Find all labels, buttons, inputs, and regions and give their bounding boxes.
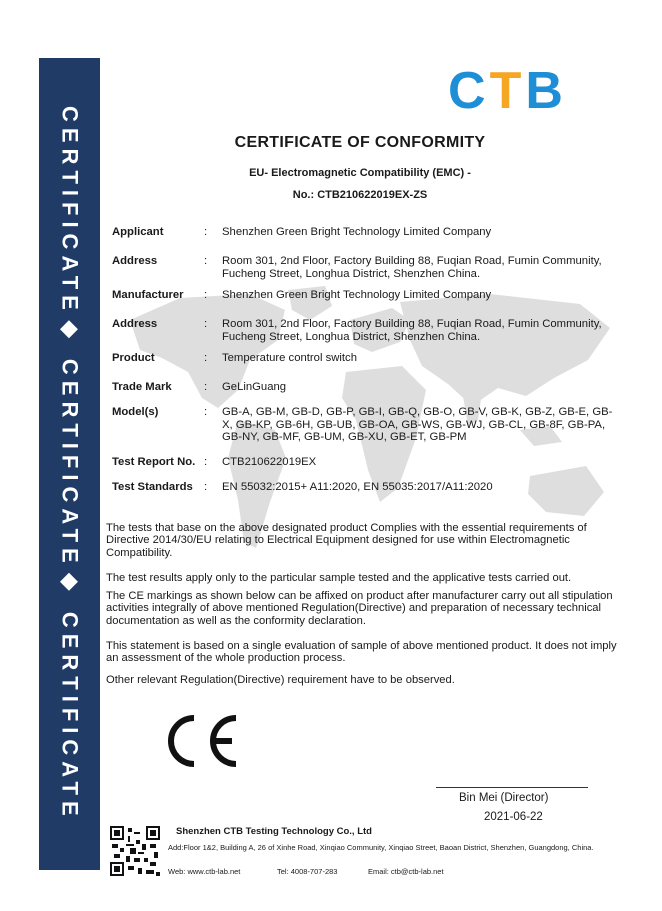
field-label: Model(s) [112, 406, 159, 418]
field-value: Shenzhen Green Bright Technology Limited Company [222, 289, 492, 301]
field-colon: : [204, 226, 208, 238]
statement-paragraph: The test results apply only to the particular sample tested and the applicative tests carried out. [106, 572, 572, 584]
footer-company: Shenzhen CTB Testing Technology Co., Ltd [176, 826, 372, 837]
field-colon: : [204, 255, 208, 267]
field-value: CTB210622019EX [222, 456, 317, 468]
field-value: Room 301, 2nd Floor, Factory Building 88, Fuqian Road, Fumin Community, Fucheng Street, Longhua District, Shenzhen China. [222, 318, 602, 343]
field-label: Trade Mark [112, 381, 172, 393]
footer-address: Add:Floor 1&2, Building A, 26 of Xinhe Road, Xinqiao Community, Xinqiao Street, Baoan District, Shenzhen, Guangdong, China. [168, 843, 594, 852]
field-label: Applicant [112, 226, 164, 238]
ctb-logo [448, 62, 618, 114]
field-colon: : [204, 352, 208, 364]
certificate-number: No.: CTB210622019EX-ZS [292, 189, 428, 201]
signature-line [436, 787, 588, 788]
signature-date: 2021-06-22 [484, 811, 543, 823]
qr-code-icon [110, 826, 160, 876]
field-colon: : [204, 318, 208, 330]
field-colon: : [204, 481, 208, 493]
field-label: Address [112, 255, 158, 267]
field-value: EN 55032:2015+ A11:2020, EN 55035:2017/A11:2020 [222, 481, 493, 493]
ce-mark-icon [158, 712, 240, 770]
field-label: Manufacturer [112, 289, 184, 301]
field-value: GB-A, GB-M, GB-D, GB-P, GB-I, GB-Q, GB-O, GB-V, GB-K, GB-Z, GB-E, GB-X, GB-KP, GB-6H, GB-UB, GB-OA, GB-WS, GB-WJ, GB-CL, GB-8F, GB-PA, GB-NY, GB-MF, GB-UM, GB-XU, GB-ET, GB-PM [222, 406, 613, 443]
field-colon: : [204, 381, 208, 393]
certificate-title: CERTIFICATE OF CONFORMITY [234, 134, 486, 151]
field-value: Temperature control switch [222, 352, 357, 364]
field-label: Address [112, 318, 158, 330]
field-colon: : [204, 289, 208, 301]
statement-paragraph: The tests that base on the above designated product Complies with the essential requirements of Directive 2014/30/EU relating to Electrical Equipment designed for use within Electromagnetic Compatibility. [106, 522, 587, 559]
field-label: Test Standards [112, 481, 193, 493]
field-colon: : [204, 406, 208, 418]
footer-web: Web: www.ctb-lab.net [168, 867, 241, 876]
field-value: GeLinGuang [222, 381, 287, 393]
footer-email: Email: ctb@ctb-lab.net [368, 867, 444, 876]
statement-paragraph: The CE markings as shown below can be affixed on product after manufacturer carry out all stipulation activities integrally of above mentioned Regulation(Directive) and preparation of necessary technical documentation as well as the conformity declaration. [106, 590, 613, 627]
certificate-subtitle: EU- Electromagnetic Compatibility (EMC) - [249, 167, 471, 179]
statement-paragraph: This statement is based on a single evaluation of sample of above mentioned product. It does not imply an assessment of the whole production process. [106, 640, 617, 665]
ctb-logo-text: CTB [448, 62, 567, 114]
footer-tel: Tel: 4008-707-283 [277, 867, 338, 876]
signatory-name: Bin Mei (Director) [459, 792, 549, 804]
field-label: Product [112, 352, 155, 364]
field-value: Room 301, 2nd Floor, Factory Building 88, Fuqian Road, Fumin Community, Fucheng Street, Longhua District, Shenzhen China. [222, 255, 602, 280]
side-band-text: CERTIFICATE◆ CERTIFICATE◆ CERTIFICATE [57, 106, 83, 822]
field-label: Test Report No. [112, 456, 196, 468]
side-band [39, 58, 100, 870]
field-value: Shenzhen Green Bright Technology Limited Company [222, 226, 492, 238]
statement-paragraph: Other relevant Regulation(Directive) requirement have to be observed. [106, 674, 455, 686]
field-colon: : [204, 456, 208, 468]
